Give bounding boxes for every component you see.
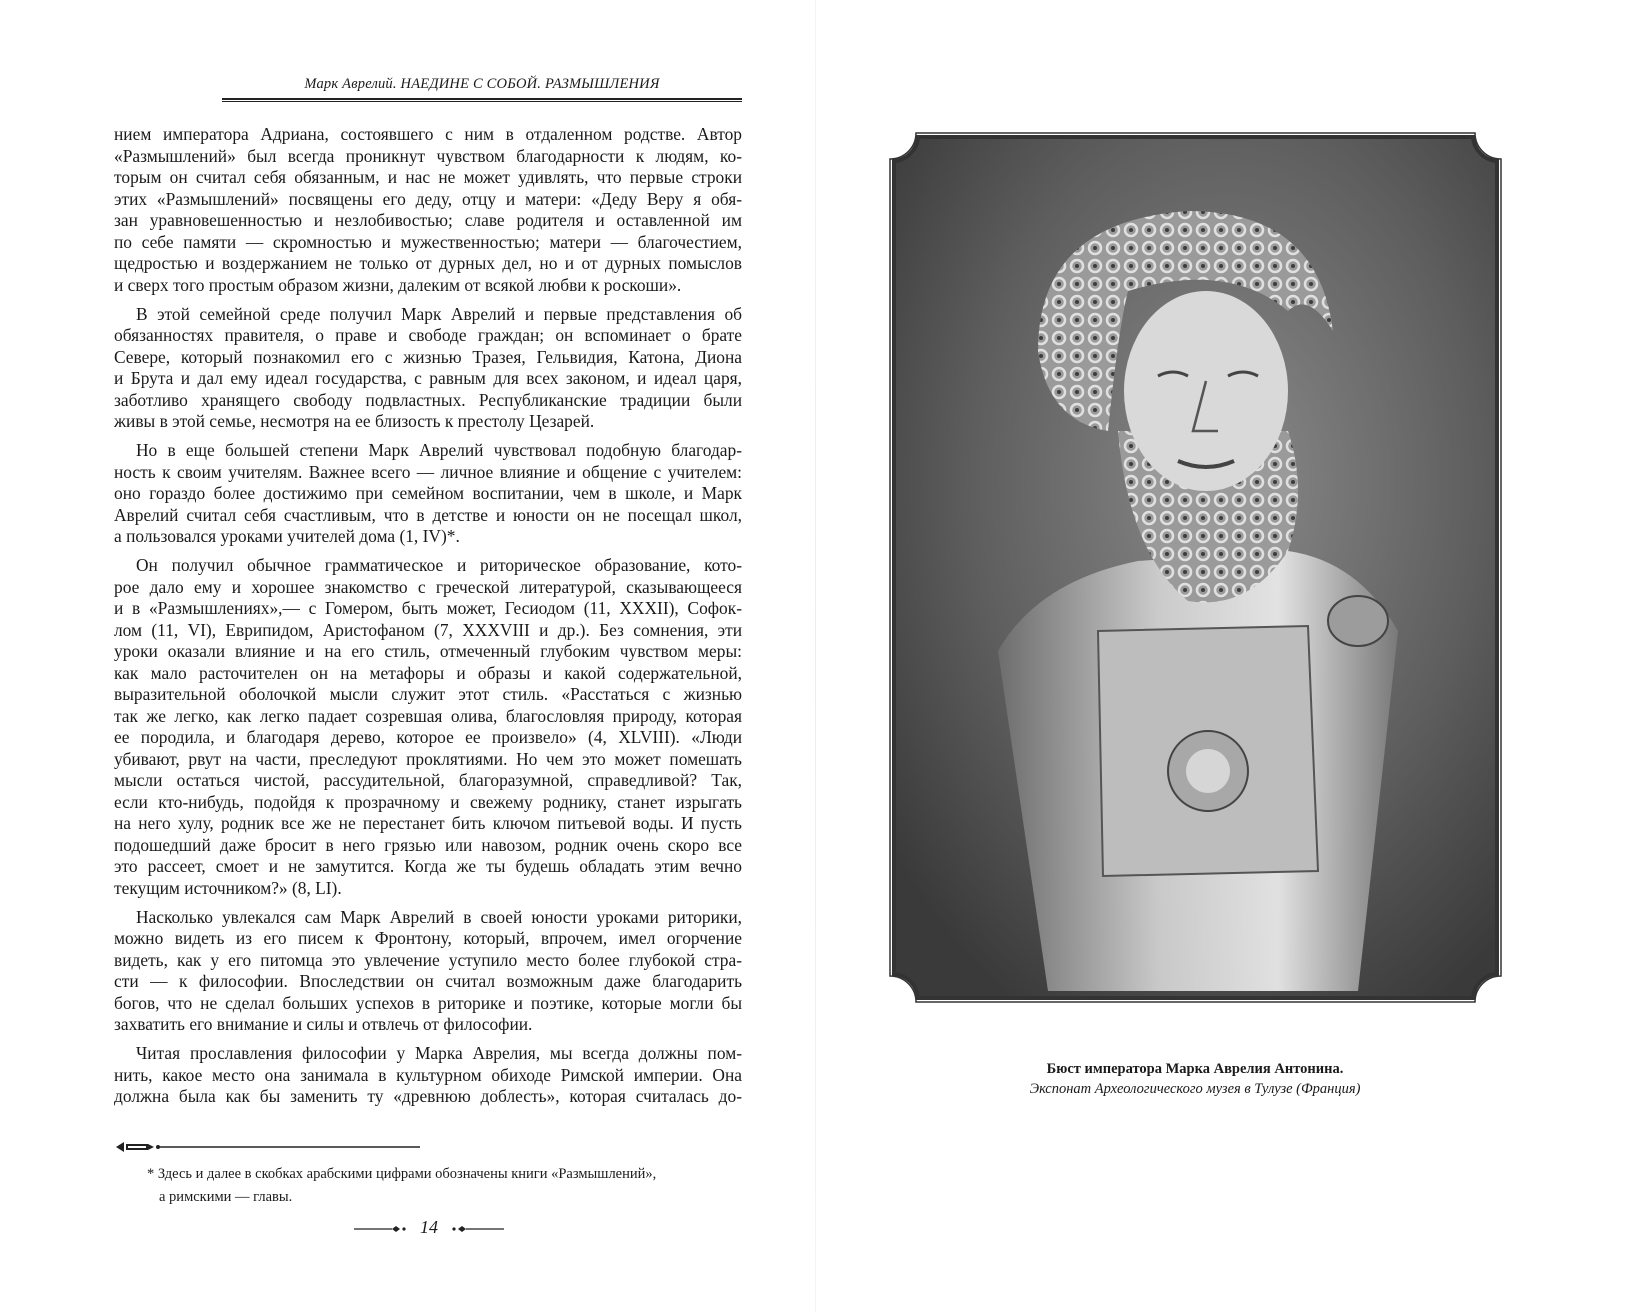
paragraph (114, 440, 742, 548)
text-line: уроки оказали влияние и на его стиль, отмеченный глубоким чувством меры: (114, 641, 742, 661)
text-line: так же легко, как легко падает созревшая олива, благословляя природу, которая (114, 705, 742, 726)
text-line: Насколько увлекался сам Марк Аврелий в своей юности уроками риторики, (136, 906, 742, 927)
text-line: захватить его внимание и силы и отвлечь от философии. (114, 1014, 533, 1034)
text-line: обязанностях правителя, о праве и свободе граждан; он вспоминает о брате (114, 325, 742, 345)
text-line: а пользовался уроками учителей дома (1, IV)*. (114, 526, 460, 546)
text-line: должна была как бы заменить ту «древнюю доблесть», которая считалась до- (114, 1086, 742, 1106)
bust-photo (888, 131, 1503, 1004)
text-line: рое дало ему и хорошее знакомство с греческой литературой, сказывающееся (114, 576, 742, 597)
text-line: если кто-нибудь, подойдя к прозрачному и свежему роднику, станет изрыгать (114, 791, 742, 812)
image-caption (895, 1059, 1495, 1099)
text-line: убивают, рвут на части, преследуют проклятиями. Но чем это может помешать (114, 748, 742, 769)
footnote-ornament-icon (114, 1141, 420, 1153)
book-gutter (815, 0, 816, 1312)
text-line: сти — к философии. Впоследствии он считал возможным даже благодарить (114, 971, 742, 991)
text-line: можно видеть из его писем к Фронтону, который, впрочем, имел огорчение (114, 928, 742, 948)
text-line: Читая прославления философии у Марка Аврелия, мы всегда должны пом- (136, 1043, 742, 1063)
text-line: Севере, который познакомил его с жизнью Тразея, Гельвидия, Катона, Диона (114, 346, 742, 367)
text-line: текущим источником?» (8, LI). (114, 877, 342, 898)
text-line: заботливо хранящего свободу подвластных. Республиканские традиции были (114, 389, 742, 410)
text-line: как мало расточителен он на метафоры и образы и какой содержательной, (114, 662, 742, 683)
paragraph (114, 907, 742, 1036)
text-line: В этой семейной среде получил Марк Аврелий и первые представления об (136, 303, 742, 324)
text-line: ность к своим учителям. Важнее всего — личное влияние и общение с учителем: (114, 461, 742, 482)
body-text (114, 124, 742, 1115)
paragraph (114, 304, 742, 433)
text-line: щедростью и воздержанием не только от дурных дел, но и от дурных помыслов (114, 253, 742, 273)
text-line: этих «Размышлений» посвящены его деду, отцу и матери: «Деду Веру я обя- (114, 188, 742, 209)
text-line: Он получил обычное грамматическое и риторическое образование, кото- (136, 555, 742, 575)
footnote-line: а римскими — главы. (159, 1189, 293, 1205)
text-line: мысли остаться чистой, рассудительной, благоразумной, справедливой? Так, (114, 770, 742, 790)
footnote (147, 1163, 742, 1209)
text-line: зан уравновешенностью и незлобивостью; славе родителя и оставленной им (114, 210, 742, 230)
text-line: оно гораздо более достижимо при семейном воспитании, чем в школе, и Марк (114, 483, 742, 503)
text-line: это рассеет, смоет и не замутится. Когда же ты будешь обладать этим вечно (114, 856, 742, 876)
text-line: живы в этой семье, несмотря на ее близость к престолу Цезарей. (114, 411, 595, 431)
page-number-block (354, 1217, 504, 1241)
page-number: 14 (420, 1217, 438, 1237)
paragraph (114, 124, 742, 296)
text-line: на него хулу, родник все же не перестанет бить ключом питьевой воды. И пусть (114, 813, 742, 833)
text-line: подошедший даже бросит в него грязью или навозом, родник очень скоро все (114, 834, 742, 855)
paragraph (114, 555, 742, 899)
caption-title: Бюст императора Марка Аврелия Антонина. (1046, 1061, 1344, 1077)
text-line: нить, какое место она занимала в культурном обиходе Римской империи. Она (114, 1064, 742, 1085)
text-line: выразительной оболочкой мысли служит этот стиль. «Расстаться с жизнью (114, 684, 742, 704)
footnote-line: * Здесь и далее в скобках арабскими цифрами обозначены книги «Размышлений», (147, 1166, 657, 1182)
text-line: «Размышлений» был всегда проникнут чувством благодарности к людям, ко- (114, 145, 742, 166)
caption-subtitle: Экспонат Археологического музея в Тулузе (Франция) (1029, 1081, 1361, 1097)
text-line: ее породила, и благодаря дерево, которое ее произвело» (4, XLVIII). «Люди (114, 727, 742, 747)
text-line: и Брута и дал ему идеал государства, с равным для всех законом, и идеал царя, (114, 368, 742, 388)
text-line: нием императора Адриана, состоявшего с ним в отдаленном родстве. Автор (114, 124, 742, 144)
text-line: и в «Размышлениях»,— с Гомером, быть может, Гесиодом (11, XXXII), Софок- (114, 598, 742, 618)
text-line: и сверх того простым образом жизни, далеким от всякой любви к роскоши». (114, 274, 682, 295)
text-line: Аврелий считал себя счастливым, что в детстве и юности он не посещал школ, (114, 504, 742, 525)
text-line: лом (11, VI), Еврипидом, Аристофаном (7, XXXVIII и др.). Без сомнения, эти (114, 619, 742, 640)
paragraph (114, 1043, 742, 1108)
text-line: видеть, как у его питомца это увлечение уступило место более глубокой стра- (114, 949, 742, 970)
text-line: Но в еще большей степени Марк Аврелий чувствовал подобную благодар- (136, 440, 742, 460)
text-line: богов, что не сделал больших успехов в риторике и поэтике, которые могли бы (114, 992, 742, 1013)
text-line: торым он считал себя обязанным, и нас не может удивлять, что первые строки (114, 167, 742, 187)
text-line: по себе памяти — скромностью и мужественностью; матери — благочестием, (114, 231, 742, 252)
running-head: Марк Аврелий. НАЕДИНЕ С СОБОЙ. РАЗМЫШЛЕНИЯ (304, 76, 660, 92)
header-rule (222, 98, 742, 102)
